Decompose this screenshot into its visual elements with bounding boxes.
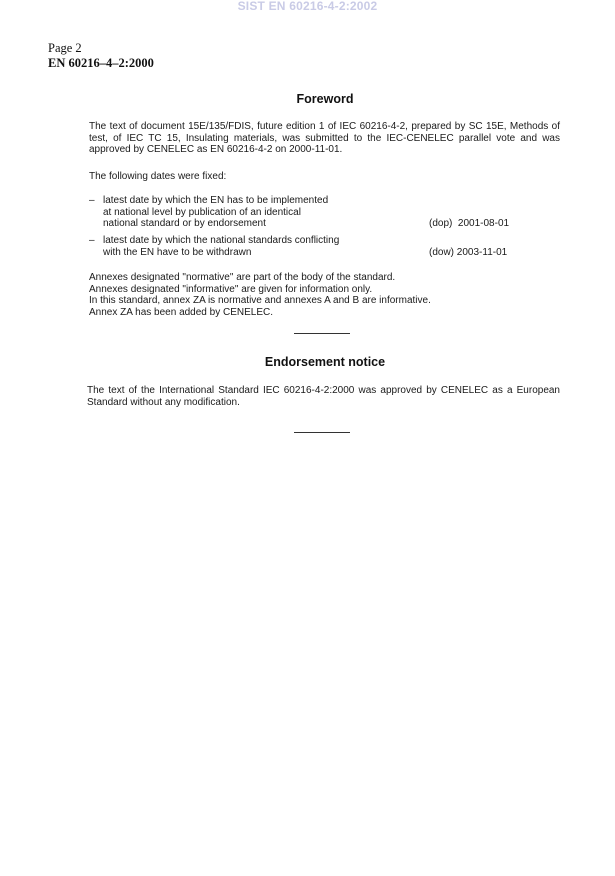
- section-separator: [294, 432, 350, 433]
- annex-notes: [89, 272, 560, 318]
- date-code: (dop): [429, 218, 453, 229]
- endorsement-title: Endorsement notice: [264, 355, 386, 369]
- date-text: 2003-11-01: [456, 247, 508, 258]
- document-id: EN 60216–4–2:2000: [48, 56, 154, 70]
- dates-intro: The following dates were fixed:: [89, 171, 227, 182]
- annex-note: Annex ZA has been added by CENELEC.: [89, 306, 274, 318]
- date-description-line: with the EN have to be withdrawn: [103, 246, 252, 258]
- dash-bullet: –: [89, 195, 95, 206]
- date-description-line: latest date by which the EN has to be implemented: [103, 195, 329, 206]
- date-item-dop: [89, 195, 519, 231]
- date-description-line: national standard or by endorsement: [103, 218, 266, 229]
- date-item-dow: [89, 235, 519, 259]
- date-description-line: at national level by publication of an identical: [103, 206, 301, 218]
- date-value: [429, 247, 507, 259]
- date-description: [103, 195, 383, 230]
- date-value: [429, 218, 509, 230]
- date-description-line: latest date by which the national standards conflicting: [103, 235, 340, 246]
- page-number: Page 2: [48, 41, 82, 55]
- endorsement-text: The text of the International Standard IEC 60216-4-2:2000 was approved by CENELEC as a European Standard without any modification.: [87, 385, 560, 408]
- page-header: [48, 41, 154, 71]
- watermark: SIST EN 60216-4-2:2002: [237, 0, 378, 13]
- section-separator: [294, 333, 350, 334]
- foreword-title: Foreword: [296, 92, 354, 106]
- date-code: (dow): [429, 247, 455, 258]
- date-text: 2001-08-01: [457, 218, 510, 229]
- date-description: [103, 235, 403, 258]
- annex-note: Annexes designated "normative" are part of the body of the standard.: [89, 272, 396, 283]
- foreword-intro: The text of document 15E/135/FDIS, future edition 1 of IEC 60216-4-2, prepared by SC 15E, Methods of test, of IEC TC 15, Insulating materials, was submitted to the IEC-CENELEC parallel vote and was approved by CENELEC as EN 60216-4-2 on 2000-11-01.: [89, 121, 560, 155]
- annex-note: Annexes designated "informative" are given for information only.: [89, 283, 373, 295]
- dash-bullet: –: [89, 235, 95, 246]
- annex-note: In this standard, annex ZA is normative and annexes A and B are informative.: [89, 295, 431, 306]
